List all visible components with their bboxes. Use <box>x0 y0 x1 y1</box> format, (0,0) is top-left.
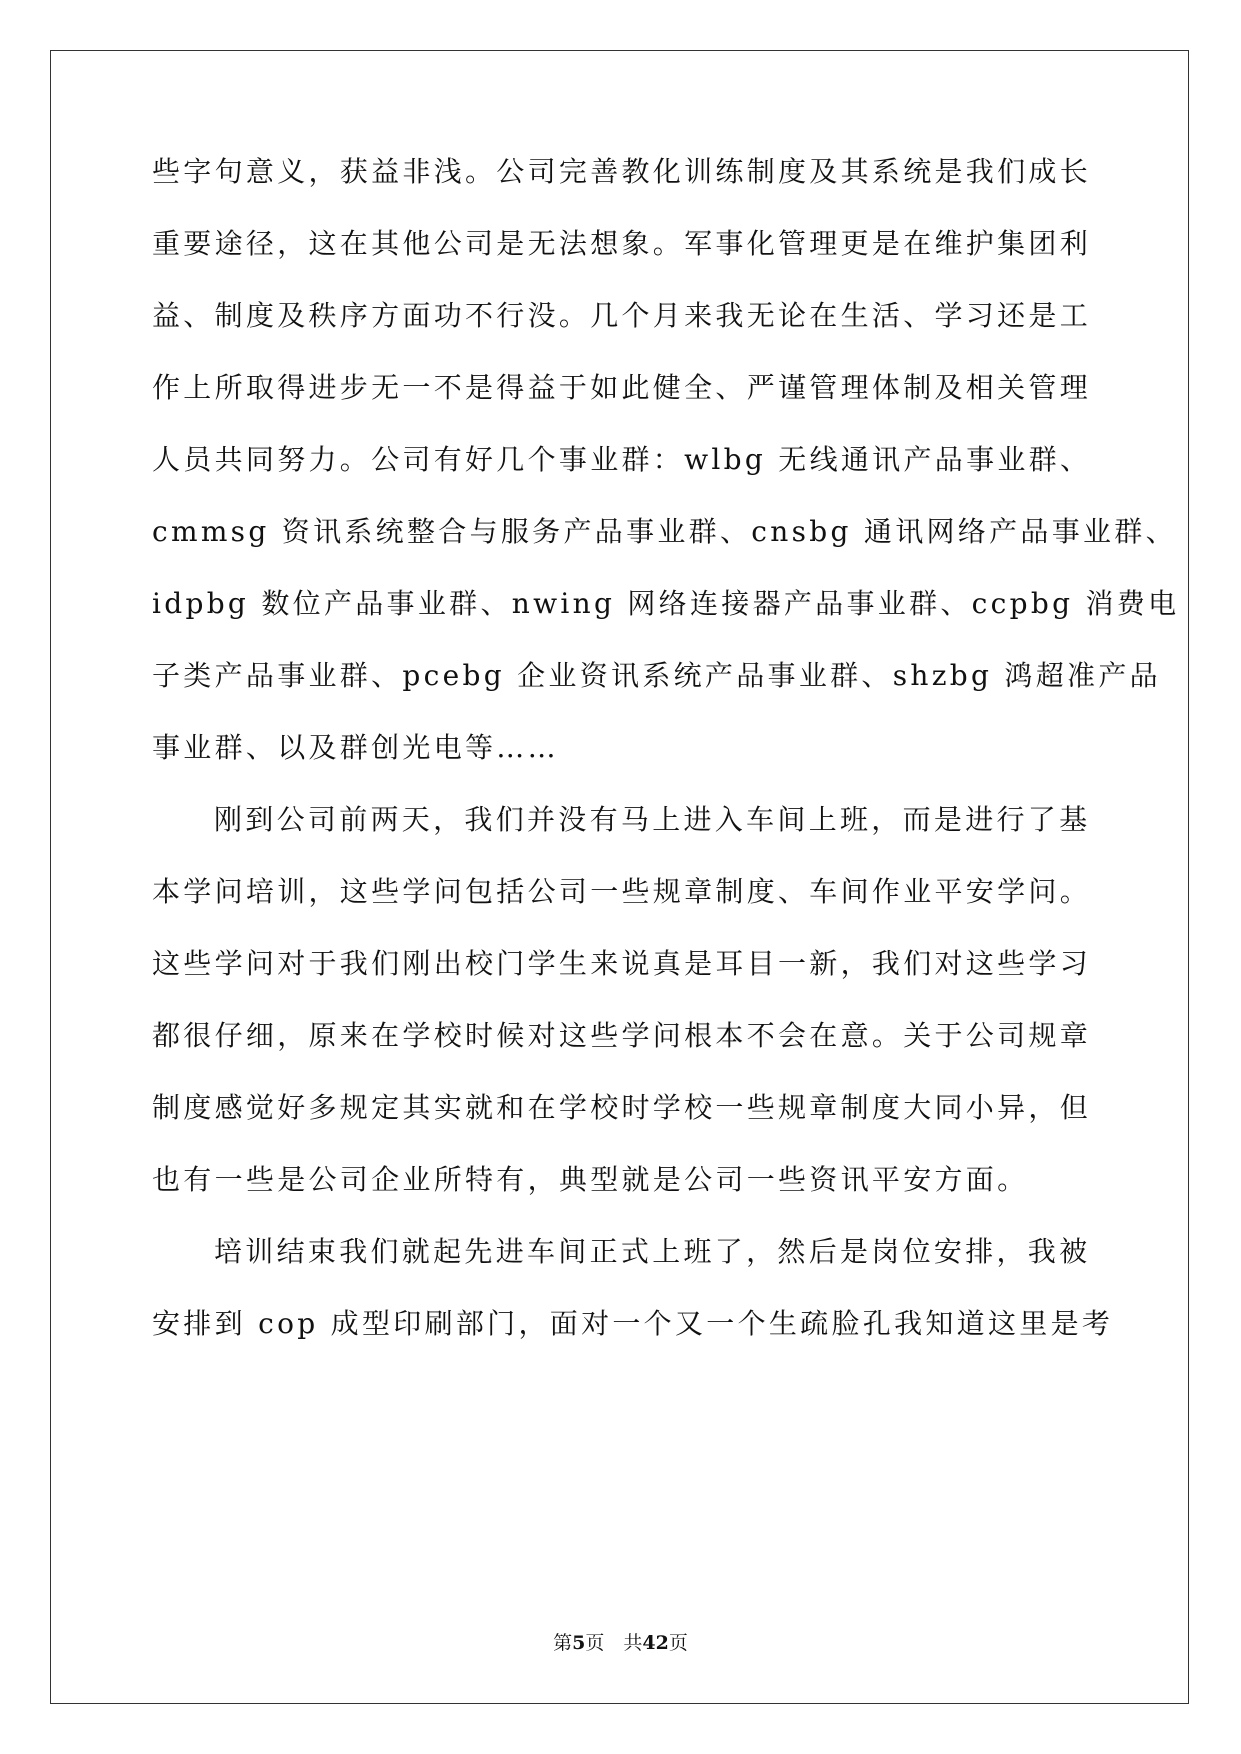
text-line: 培训结束我们就起先进车间正式上班了，然后是岗位安排，我被 <box>214 1235 1091 1268</box>
text-line: cmmsg 资讯系统整合与服务产品事业群、cnsbg 通讯网络产品事业群、 <box>152 515 1177 548</box>
text-line: 本学问培训，这些学问包括公司一些规章制度、车间作业平安学问。 <box>152 875 1092 908</box>
text-line: 益、制度及秩序方面功不行没。几个月来我无论在生活、学习还是工 <box>152 299 1092 332</box>
text-line: 安排到 cop 成型印刷部门，面对一个又一个生疏脸孔我知道这里是考 <box>152 1307 1114 1340</box>
text-line: 刚到公司前两天，我们并没有马上进入车间上班，而是进行了基 <box>214 803 1091 836</box>
text-line: 都很仔细，原来在学校时候对这些学问根本不会在意。关于公司规章 <box>152 1019 1092 1052</box>
text-line: 事业群、以及群创光电等…… <box>152 731 559 764</box>
page-footer <box>0 1628 1241 1655</box>
text-line: 作上所取得进步无一不是得益于如此健全、严谨管理体制及相关管理 <box>152 371 1092 404</box>
text-line: 子类产品事业群、pcebg 企业资讯系统产品事业群、shzbg 鸿超准产品 <box>152 659 1161 692</box>
text-line: 制度感觉好多规定其实就和在学校时学校一些规章制度大同小异，但 <box>152 1091 1092 1124</box>
text-line: 重要途径，这在其他公司是无法想象。军事化管理更是在维护集团利 <box>152 227 1092 260</box>
current-page-number: 5 <box>572 1632 586 1654</box>
total-page-number: 42 <box>642 1632 669 1654</box>
footer-prefix: 第 <box>553 1632 573 1654</box>
text-line: 些字句意义，获益非浅。公司完善教化训练制度及其系统是我们成长 <box>152 155 1092 188</box>
text-line: 也有一些是公司企业所特有，典型就是公司一些资讯平安方面。 <box>152 1163 1029 1196</box>
text-line: idpbg 数位产品事业群、nwing 网络连接器产品事业群、ccpbg 消费电 <box>152 587 1180 620</box>
footer-suffix: 页 <box>668 1632 688 1654</box>
footer-mid: 页 共 <box>585 1632 643 1654</box>
text-line: 人员共同努力。公司有好几个事业群：wlbg 无线通讯产品事业群、 <box>152 443 1092 476</box>
text-line: 这些学问对于我们刚出校门学生来说真是耳目一新，我们对这些学习 <box>152 947 1092 980</box>
